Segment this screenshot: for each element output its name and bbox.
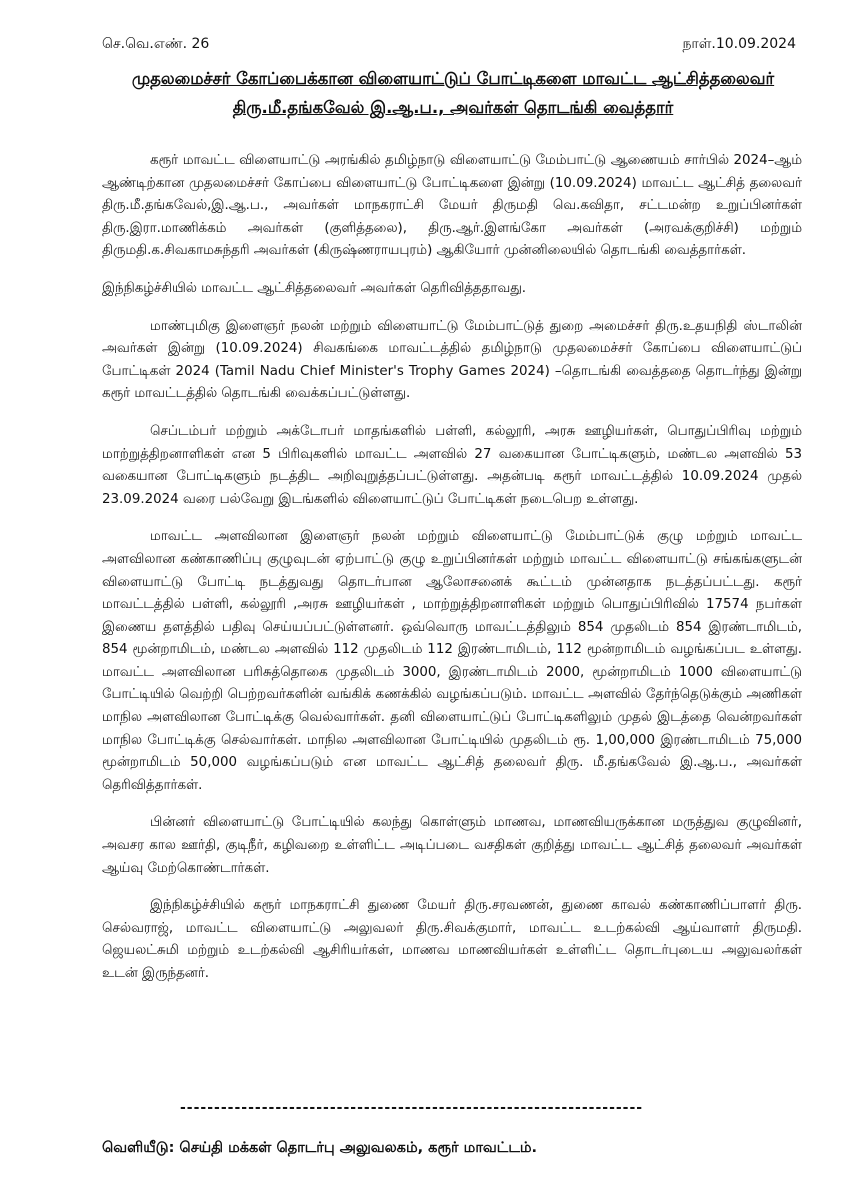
paragraph-4: செப்டம்பர் மற்றும் அக்டோபர் மாதங்களில் பள்ளி, கல்லூரி, அரசு ஊழியர்கள், பொதுப்பிரிவு மற்றும் மாற்றுத்திறனாளிகள் என 5 பிரிவுகளில் மாவட்ட அளவில் 27 வகையான போட்டிகளும், மண்டல அளவில் 53 வகையான போட்டிகளும் நடத்திட அறிவுறுத்தப்பட்டுள்ளது. அதன்படி கரூர் மாவட்டத்தில் 10.09.2024 முதல் 23.09.2024 வரை பல்வேறு இடங்களில் விளையாட்டுப் போட்டிகள் நடைபெற உள்ளது. [102, 423, 802, 507]
paragraph-2: இந்நிகழ்ச்சியில் மாவட்ட ஆட்சித்தலைவர் அவர்கள் தெரிவித்ததாவது. [102, 280, 527, 296]
page-title: முதலமைச்சர் கோப்பைக்கான விளையாட்டுப் போட்டிகளை மாவட்ட ஆட்சித்தலைவர் திரு.மீ.தங்கவேல் இ.ஆ.ப., அவர்கள் தொடங்கி வைத்தார் [131, 69, 775, 117]
paragraph-7: இந்நிகழ்ச்சியில் கரூர் மாநகராட்சி துணை மேயர் திரு.சரவணன், துணை காவல் கண்காணிப்பாளர் திரு. செல்வராஜ், மாவட்ட விளையாட்டு அலுவலர் திரு.சிவக்குமார், மாவட்ட உடற்கல்வி ஆய்வாளர் திருமதி. ஜெயலட்சுமி மற்றும் உடற்கல்வி ஆசிரியர்கள், மாணவ மாணவியர்கள் உள்ளிட்ட தொடர்புடைய அலுவலர்கள் உடன் இருந்தனர். [102, 898, 802, 981]
release-date: நாள்.10.09.2024 [682, 36, 796, 52]
divider-line: -------------------------------------------------------------------- [180, 1100, 644, 1116]
release-footer: வெளியீடு: செய்தி மக்கள் தொடர்பு அலுவலகம், கரூர் மாவட்டம். [102, 1140, 538, 1156]
paragraph-1: கரூர் மாவட்ட விளையாட்டு அரங்கில் தமிழ்நாடு விளையாட்டு மேம்பாட்டு ஆணையம் சார்பில் 2024–ஆம் ஆண்டிற்கான முதலமைச்சர் கோப்பை விளையாட்டு போட்டிகளை இன்று (10.09.2024) மாவட்ட ஆட்சித் தலைவர் திரு.மீ.தங்கவேல்,இ.ஆ.ப., அவர்கள் மாநகராட்சி மேயர் திருமதி வெ.கவிதா, சட்டமன்ற உறுப்பினர்கள் திரு.இரா.மாணிக்கம் அவர்கள் (குளித்தலை), திரு.ஆர்.இளங்கோ அவர்கள் (அரவக்குறிச்சி) மற்றும் திருமதி.க.சிவகாமசுந்தரி அவர்கள் (கிருஷ்ணராயபுரம்) ஆகியோர் முன்னிலையில் தொடங்கி வைத்தார்கள். [102, 153, 802, 259]
paragraph-6: பின்னர் விளையாட்டு போட்டியில் கலந்து கொள்ளும் மாணவ, மாணவியருக்கான மருத்துவ குழுவினர், அவசர கால ஊர்தி, குடிநீர், கழிவறை உள்ளிட்ட அடிப்படை வசதிகள் குறித்து மாவட்ட ஆட்சித் தலைவர் அவர்கள் ஆய்வு மேற்கொண்டார்கள். [102, 815, 802, 876]
paragraph-3: மாண்புமிகு இளைஞர் நலன் மற்றும் விளையாட்டு மேம்பாட்டுத் துறை அமைச்சர் திரு.உதயநிதி ஸ்டாலின் அவர்கள் இன்று (10.09.2024) சிவகங்கை மாவட்டத்தில் தமிழ்நாடு முதலமைச்சர் கோப்பை விளையாட்டுப் போட்டிகள் 2024 (Tamil Nadu Chief Minister's Trophy Games 2024) –தொடங்கி வைத்ததை தொடர்ந்து இன்று கரூர் மாவட்டத்தில் தொடங்கி வைக்கப்பட்டுள்ளது. [102, 318, 802, 402]
release-number: செ.வெ.எண். 26 [102, 36, 210, 52]
header-line [102, 36, 796, 54]
paragraph-5: மாவட்ட அளவிலான இளைஞர் நலன் மற்றும் விளையாட்டு மேம்பாட்டுக் குழு மற்றும் மாவட்ட அளவிலான கண்காணிப்பு குழுவுடன் ஏற்பாட்டு குழு உறுப்பினர்கள் மற்றும் மாவட்ட விளையாட்டு சங்கங்களுடன் விளையாட்டு போட்டி நடத்துவது தொடர்பான ஆலோசனைக் கூட்டம் முன்னதாக நடத்தப்பட்டது. கரூர் மாவட்டத்தில் பள்ளி, கல்லூரி ,அரசு ஊழியர்கள் , மாற்றுத்திறனாளிகள் மற்றும் பொதுப்பிரிவில் 17574 நபர்கள் இணைய தளத்தில் பதிவு செய்யப்பட்டுள்ளனர். ஒவ்வொரு மாவட்டத்திலும் 854 முதலிடம் 854 இரண்டாமிடம், 854 மூன்றாமிடம், மண்டல அளவில் 112 முதலிடம் 112 இரண்டாமிடம், 112 மூன்றாமிடம் வழங்கப்பட உள்ளது. மாவட்ட அளவிலான பரிசுத்தொகை முதலிடம் 3000, இரண்டாமிடம் 2000, மூன்றாமிடம் 1000 விளையாட்டு போட்டியில் வெற்றி பெற்றவர்களின் வங்கிக் கணக்கில் வழங்கப்படும். மாவட்ட அளவில் தேர்ந்தெடுக்கும் அணிகள் மாநில அளவிலான போட்டிக்கு வெல்வார்கள். தனி விளையாட்டுப் போட்டிகளிலும் முதல் இடத்தை வென்றவர்கள் மாநில போட்டிக்கு செல்வார்கள். மாநில அளவிலான போட்டியில் முதலிடம் ரூ. 1,00,000 இரண்டாமிடம் 75,000 மூன்றாமிடம் 50,000 வழங்கப்படும் என மாவட்ட ஆட்சித் தலைவர் திரு. மீ.தங்கவேல் இ.ஆ.ப., அவர்கள் தெரிவித்தார்கள். [102, 529, 802, 793]
body-text [102, 150, 802, 1001]
